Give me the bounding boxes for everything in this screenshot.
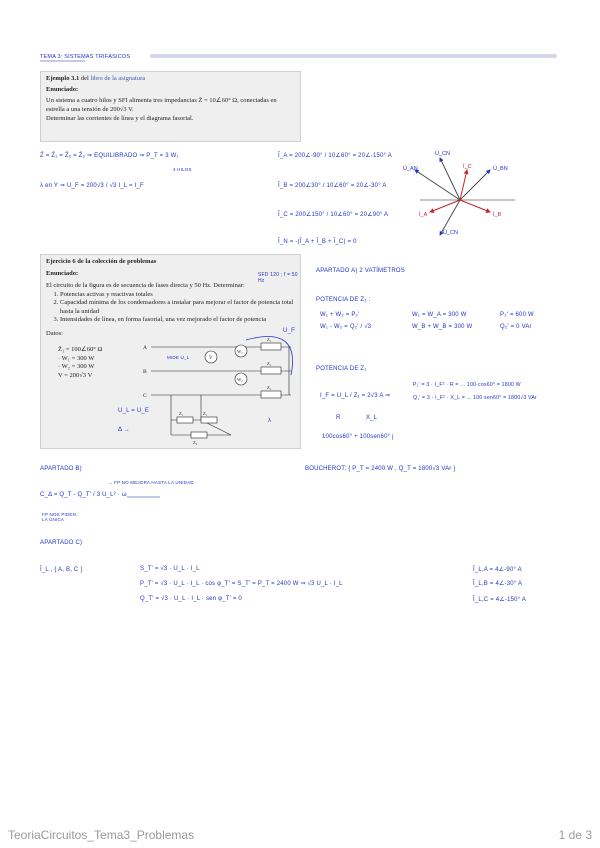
z1-polar: 100cos60° + 100sen60° j <box>322 434 394 440</box>
datos-item: · W₂ = 300 W <box>58 363 95 370</box>
label-ucn: Ū_CN <box>435 151 450 157</box>
apartado-a: APARTADO A) 2 VATÍMETROS <box>316 268 405 274</box>
datos-item: · W₁ = 300 W <box>58 354 95 362</box>
label-ib: Ī_B <box>493 212 502 218</box>
example-enunciado-label: Enunciado: <box>46 85 79 93</box>
datos-label: Datos: <box>46 329 63 337</box>
pot-z2-q: Q₂' = 0 VAr <box>500 324 532 330</box>
cap-formula: C_Δ = Q_T - Q_T' / 3 U_L² · ω <box>40 492 127 498</box>
cap-note2: FP NOS PIDEN LA ÚNICA <box>42 512 77 522</box>
meter-w2: W₂ <box>237 377 243 382</box>
node-b: B <box>143 369 147 375</box>
apartado-b: APARTADO B) <box>40 466 82 472</box>
c-s: S_T' = √3 · U_L · I_L <box>140 566 200 572</box>
pot-z1-i: I_F = U_L / Z₁ = 2√3 A ⇒ <box>320 393 391 399</box>
z-label: Z₁ <box>267 361 272 366</box>
note-ul-ue: U_L = U_E <box>118 408 150 414</box>
example-question: Determinar las corrientes de línea y el diagrama fasorial. <box>46 115 194 122</box>
pot-z1-title: POTENCIA DE Z₁ <box>316 366 367 372</box>
label-ia: Ī_A <box>419 212 428 218</box>
c-ia: Ī_L,A = 4∠-90° A <box>473 567 522 573</box>
label-ic: Ī_C <box>463 164 472 170</box>
pot-z2-title: POTENCIA DE Z₂ : <box>316 297 371 303</box>
exercise-item: 2. Capacidad mínima de los condensadores a instalar para mejorar el factor de potencia total hasta la unidad <box>60 299 296 316</box>
example-link[interactable]: libro de la asignatura <box>90 75 146 82</box>
example-title: Ejemplo 3.1 del libro de la asignatura <box>46 75 146 82</box>
meter-w1: W₁ <box>237 349 243 354</box>
meter-v: V <box>209 356 213 361</box>
note-in: Ī_N = -(Ī_A + Ī_B + Ī_C) = 0 <box>278 239 357 245</box>
footer-filename: TeoriaCircuitos_Tema3_Problemas <box>8 828 195 842</box>
note-mide: MIDE U_L <box>167 355 190 360</box>
datos-item: Z̄₁ = 100∠60° Ω <box>58 346 103 353</box>
r-label: R <box>336 415 341 421</box>
exercise-list <box>46 291 296 325</box>
topic-underline <box>40 60 85 62</box>
phasor-ic <box>460 170 467 200</box>
exercise-body: El circuito de la figura es de secuencia de fases directa y 50 Hz. Determinar: <box>46 282 245 289</box>
boucherot: BOUCHEROT: { P_T = 2400 W , Q_T = 1800√3 VAr } <box>305 466 456 472</box>
label-ubn: Ū_BN <box>493 166 508 172</box>
label-ucn2: Ū_CN <box>443 230 458 236</box>
pot-z2-r1: W₁ = W_A = 300 W <box>412 312 467 318</box>
footer-page: 1 de 3 <box>558 828 592 842</box>
pot-z2-l2: W₁ - W₂ = Q₂' / √3 <box>320 324 372 330</box>
phasor-ubn <box>460 170 490 200</box>
note-delta: Δ → <box>118 427 130 433</box>
exercise-item: 1. Potencias activas y reactivas totales <box>60 291 296 300</box>
phasor-ib <box>460 200 490 212</box>
phasor-ia <box>430 200 460 212</box>
c-ic: Ī_L,C = 4∠-150° A <box>473 597 527 603</box>
c-line: Ī_L , { A, B, C } <box>40 567 83 573</box>
node-c: C <box>143 393 147 399</box>
pot-z2-r2: W_B + W_B = 300 W <box>412 324 473 330</box>
circuit-diagram <box>141 335 301 445</box>
c-ib: Ī_L,B = 4∠-30° A <box>473 581 523 587</box>
label-uan: Ū_AN <box>403 166 418 172</box>
phasor-diagram <box>405 140 525 240</box>
note-lambda-sym: λ <box>268 418 272 424</box>
pot-z1-q: Q₁' = 3 · I_F² · X_L = ... 100 sen60° = 1800√3 VAr <box>413 395 537 401</box>
topic-heading: TEMA 3: SISTEMAS TRIFÁSICOS <box>40 54 131 60</box>
cap-strike <box>127 496 160 498</box>
pot-z2-l1: W₁ + W₂ = P₂' <box>320 312 360 318</box>
note-equilibrado: Z̄ = Z̄₁ = Z̄₂ = Z̄₃ ⇒ EQUILIBRADO ⇒ P_T = 3 W₁ <box>40 153 179 159</box>
z-label: Z₁ <box>193 440 198 445</box>
note-uf: U_F <box>283 328 295 334</box>
example-box <box>40 71 301 142</box>
highlight-bar <box>150 54 557 58</box>
note-sfd: SFD 120 ; f = 50 Hz <box>258 272 298 284</box>
exercise-item: 3. Intensidades de línea, en forma fasorial, una vez mejorado el factor de potencia <box>60 316 296 325</box>
datos-item: V = 200√3 V <box>58 371 93 379</box>
note-ib: Ī_B = 200∠30° / 10∠60° = 20∠-30° A <box>278 183 387 189</box>
z-label: Z₁ <box>179 411 184 416</box>
apartado-c: APARTADO C) <box>40 540 83 546</box>
c-q: Q_T' = √3 · U_L · I_L · sen φ_T' = 0 <box>140 596 242 602</box>
c-p: P_T' = √3 · U_L · I_L · cos φ_T' = S_T' = P_T = 2400 W ⇒ √3 U_L · I_L <box>140 581 343 587</box>
pot-z2-p: P₂' = 600 W <box>500 312 534 318</box>
exercise-enunciado-label: Enunciado: <box>46 269 79 277</box>
node-a: A <box>143 345 147 351</box>
note-ia: Ī_A = 200∠-90° / 10∠60° = 20∠-150° A <box>278 153 392 159</box>
z-label: Z₁ <box>267 337 272 342</box>
cap-note: → FP NO MEJORA HASTA LA UNIDAD <box>108 480 194 485</box>
xl-label: X_L <box>366 415 378 421</box>
note-lambda: λ en Y ⇒ U_F = 200√3 / √3 I_L = I_F <box>40 183 144 189</box>
exercise-title: Ejercicio 6 de la colección de problemas <box>46 258 157 265</box>
pot-z1-p: P₁' = 3 · I_F² · R = ... 100·cos60° = 1800 W <box>413 382 521 388</box>
z-label: Z₁ <box>267 385 272 390</box>
z-label: Z₁ <box>203 411 208 416</box>
example-body: Un sistema a cuatro hilos y SFI alimenta tres impedancias Z̄ = 10∠60° Ω, conectadas en estrella a una tensión de 200√3 V. <box>46 97 277 113</box>
note-4hilos: 4 HILOS <box>173 167 192 172</box>
note-ic: Ī_C = 200∠150° / 10∠60° = 20∠90° A <box>278 212 389 218</box>
